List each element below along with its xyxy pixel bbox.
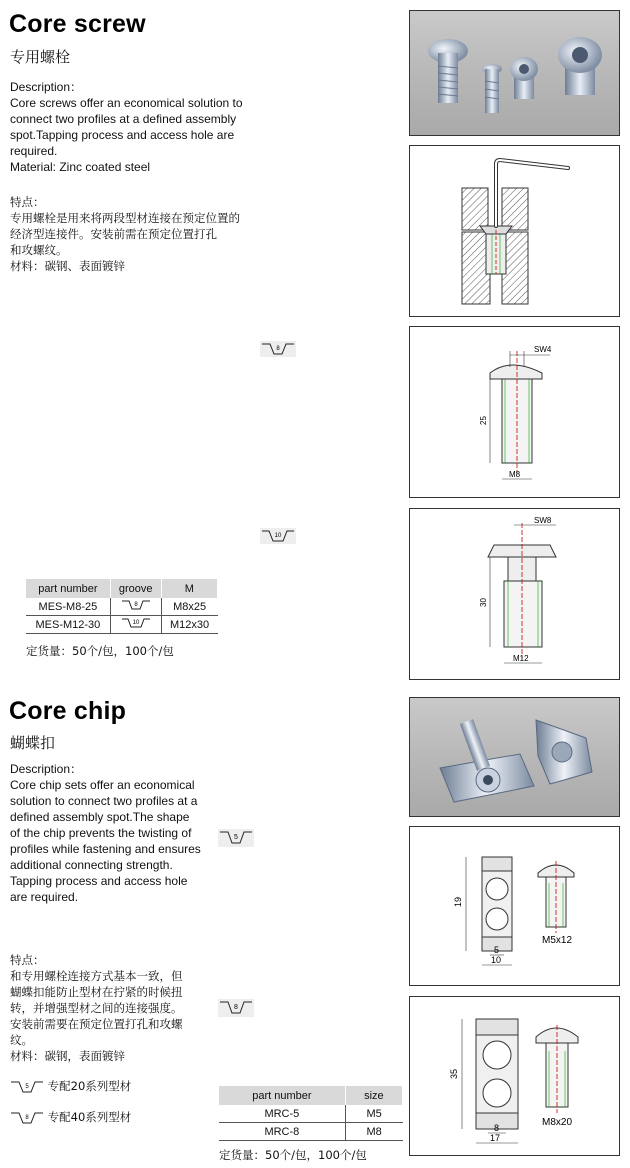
description-line: solution to connect two profiles at a [10, 794, 198, 808]
svg-text:5: 5 [494, 945, 500, 955]
features-line: 蝴蝶扣能防止型材在拧紧的时候扭 [10, 985, 183, 999]
core-chip-title-cn: 蝴蝶扣 [10, 734, 56, 752]
features-line: 转，并增强型材之间的连接强度。 [10, 1001, 183, 1015]
features-line: 专用螺栓是用来将两段型材连接在预定位置的 [10, 211, 240, 225]
svg-text:25: 25 [479, 416, 488, 425]
svg-text:M5x12: M5x12 [542, 935, 573, 946]
groove-icon [260, 341, 296, 357]
description-line: of the chip prevents the twisting of [10, 826, 192, 840]
cell-part: MRC-8 [219, 1123, 345, 1141]
header-m: M [161, 579, 217, 598]
groove-icon [10, 1111, 44, 1125]
header-groove: groove [110, 579, 161, 598]
description-line: profiles while fastening and ensures [10, 842, 201, 856]
features-line: 经济型连接件。安装前需在预定位置打孔 [10, 227, 217, 241]
description-line: required. [10, 144, 58, 158]
groove-icon [218, 829, 254, 847]
core-chip-photo [409, 697, 620, 817]
table-row [219, 1105, 403, 1123]
m8-screw-dimension-drawing [410, 327, 620, 498]
svg-text:SW4: SW4 [534, 345, 552, 354]
core-screw-features-cn [10, 194, 280, 274]
table-header-row [26, 579, 218, 598]
groove-legend-20-series [10, 1078, 131, 1094]
groove-marker-8 [260, 341, 296, 362]
groove-marker-8 [218, 999, 254, 1022]
legend-text: 专配40系列型材 [47, 1110, 132, 1124]
svg-text:M8x20: M8x20 [542, 1117, 573, 1128]
svg-text:17: 17 [490, 1133, 501, 1143]
cell-part: MES-M12-30 [26, 616, 110, 634]
description-line: Tapping process and access hole [10, 874, 188, 888]
m8-chip-dimension-drawing [410, 997, 620, 1156]
core-chip-features-cn [10, 952, 220, 1064]
cell-size: M5 [345, 1105, 402, 1123]
core-chip-description [10, 761, 220, 905]
features-label: 特点： [10, 953, 45, 967]
description-line: defined assembly spot.The shape [10, 810, 190, 824]
groove-icon [10, 1080, 44, 1094]
cell-groove [110, 598, 161, 616]
svg-text:10: 10 [274, 533, 282, 539]
svg-text:8: 8 [134, 602, 138, 608]
groove-marker-5 [218, 829, 254, 852]
header-part-number: part number [26, 579, 110, 598]
core-screw-order-qty: 定货量：50个/包，100个/包 [26, 644, 174, 658]
core-chip-m8-drawing [409, 996, 620, 1156]
description-label: Description： [10, 80, 83, 94]
table-row [26, 616, 218, 634]
cell-groove [110, 616, 161, 634]
groove-legend-40-series [10, 1109, 131, 1125]
svg-text:5: 5 [234, 834, 238, 841]
features-line: 安装前需要在预定位置打孔和攻螺 [10, 1017, 183, 1031]
cell-part: MES-M8-25 [26, 598, 110, 616]
description-line: Core screws offer an economical solution to [10, 96, 243, 110]
core-screw-title: Core screw [9, 10, 146, 38]
groove-marker-10 [260, 528, 296, 549]
features-label: 特点： [10, 195, 45, 209]
svg-text:8: 8 [276, 346, 280, 352]
groove-icon [121, 599, 151, 611]
m5-chip-dimension-drawing [410, 827, 620, 986]
assembly-section-drawing [410, 146, 620, 317]
core-chip-spec-table [219, 1086, 403, 1141]
header-part-number: part number [219, 1086, 345, 1105]
cell-size: M8 [345, 1123, 402, 1141]
material-line: Material: Zinc coated steel [10, 160, 151, 174]
cell-m: M12x30 [161, 616, 217, 634]
core-chip-order-qty: 定货量：50个/包，100个/包 [219, 1148, 367, 1162]
core-screw-description [10, 79, 270, 175]
groove-icon [260, 528, 296, 544]
description-line: spot.Tapping process and access hole are [10, 128, 235, 142]
core-screw-assembly-drawing [409, 145, 620, 317]
features-line: 材料：碳钢，表面镀锌 [10, 1049, 125, 1063]
description-line: Core chip sets offer an economical [10, 778, 195, 792]
description-label: Description： [10, 762, 83, 776]
table-header-row [219, 1086, 403, 1105]
core-screw-spec-table [26, 579, 218, 634]
chip-photo-image [410, 698, 620, 817]
table-row [219, 1123, 403, 1141]
features-line: 纹。 [10, 1033, 33, 1047]
cell-part: MRC-5 [219, 1105, 345, 1123]
m12-screw-dimension-drawing [410, 509, 620, 680]
features-line: 和攻螺纹。 [10, 243, 68, 257]
core-screw-photo [409, 10, 620, 136]
svg-text:8: 8 [494, 1123, 500, 1133]
svg-text:10: 10 [132, 620, 140, 626]
description-line: additional connecting strength. [10, 858, 173, 872]
svg-text:8: 8 [25, 1114, 29, 1121]
svg-text:19: 19 [453, 896, 463, 907]
core-chip-m5-drawing [409, 826, 620, 986]
core-screw-m12-drawing [409, 508, 620, 680]
description-line: connect two profiles at a defined assembly [10, 112, 237, 126]
groove-icon [121, 617, 151, 629]
core-screw-title-cn: 专用螺栓 [10, 48, 71, 66]
svg-text:5: 5 [25, 1083, 29, 1090]
groove-icon [218, 999, 254, 1017]
svg-text:35: 35 [449, 1068, 459, 1079]
header-size: size [345, 1086, 402, 1105]
cell-m: M8x25 [161, 598, 217, 616]
legend-text: 专配20系列型材 [47, 1079, 132, 1093]
features-line: 材料：碳钢、表面镀锌 [10, 259, 125, 273]
description-line: are required. [10, 890, 79, 904]
svg-text:10: 10 [491, 955, 502, 965]
svg-text:M8: M8 [509, 470, 521, 479]
table-row [26, 598, 218, 616]
svg-text:8: 8 [234, 1004, 238, 1011]
features-line: 和专用螺栓连接方式基本一致，但 [10, 969, 183, 983]
svg-text:M12: M12 [513, 654, 529, 663]
svg-text:SW8: SW8 [534, 516, 552, 525]
screws-photo-image [410, 11, 620, 136]
core-screw-m8-drawing [409, 326, 620, 498]
svg-text:30: 30 [479, 598, 488, 607]
core-chip-title: Core chip [9, 697, 127, 725]
